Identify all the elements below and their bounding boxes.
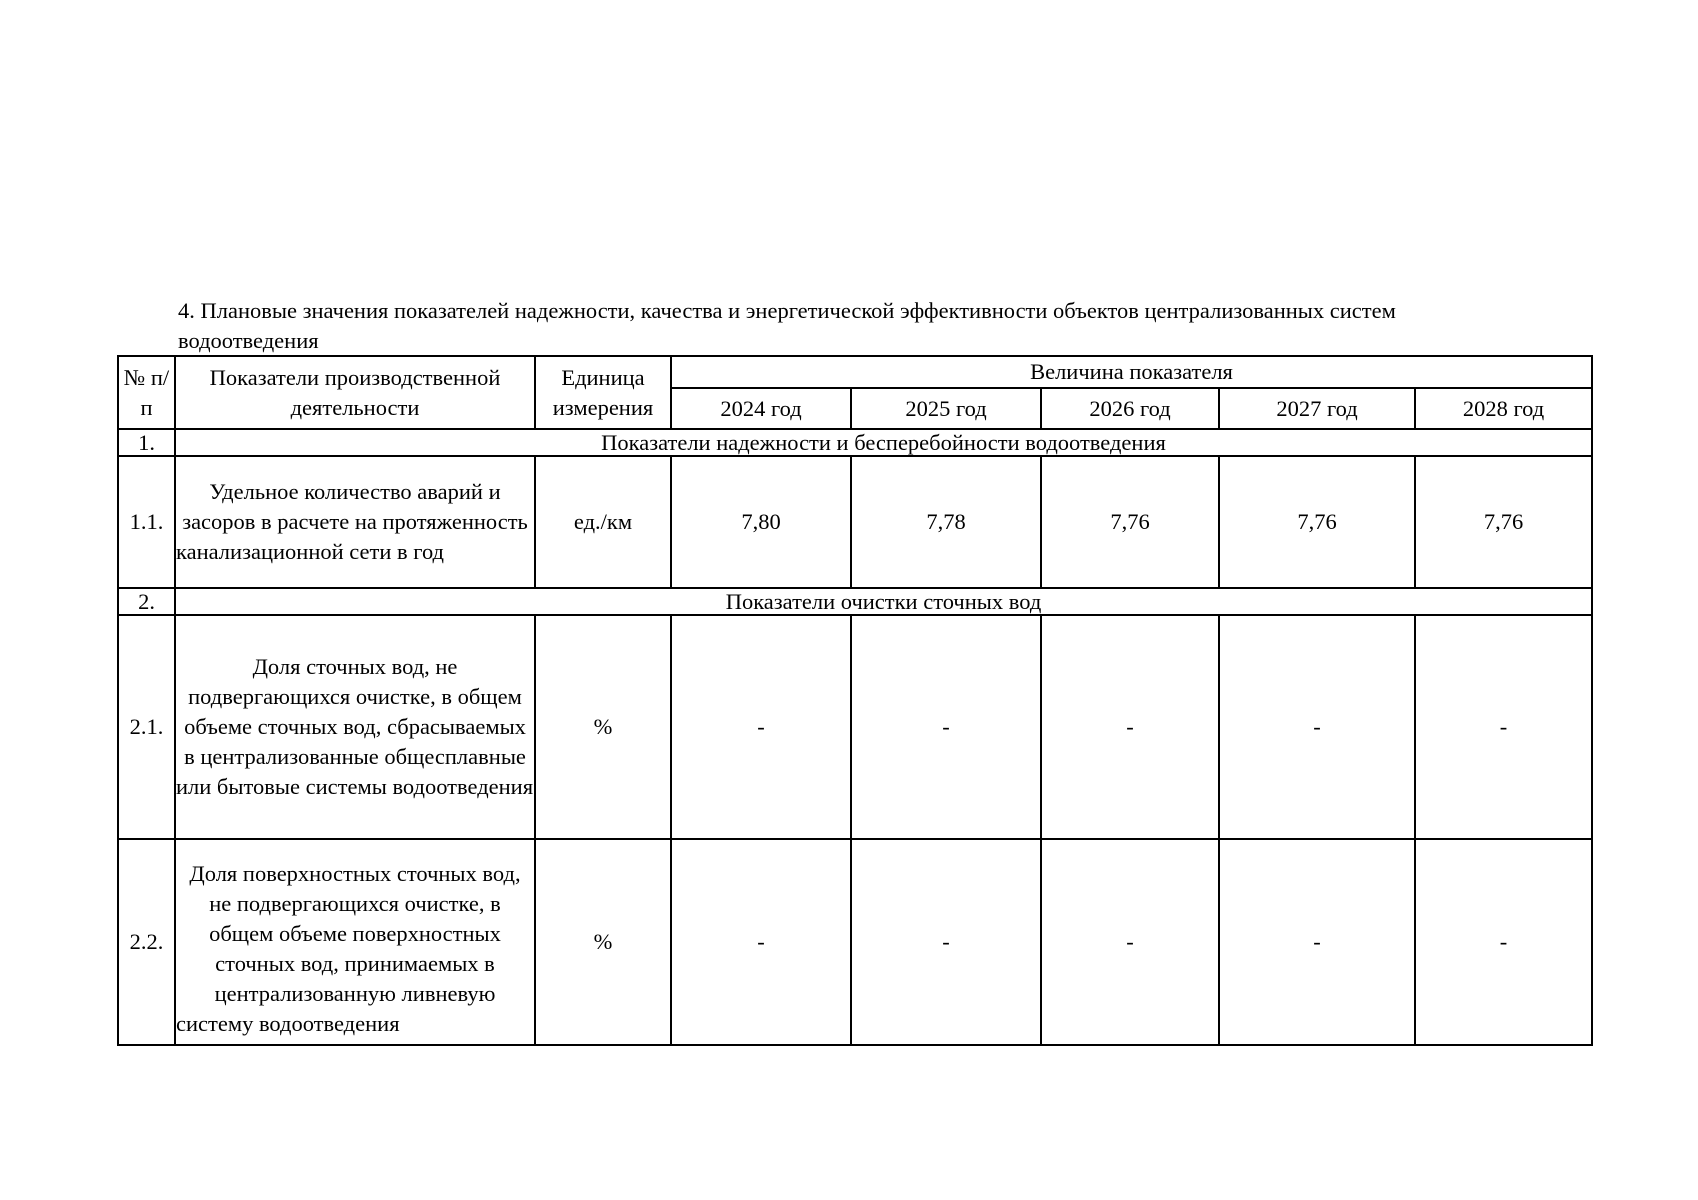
table-row [118,456,1592,588]
header-value-group: Величина показателя [671,356,1592,388]
row-unit: % [535,615,671,839]
row-number: 2.2. [118,839,175,1045]
row-indicator-name: Доля поверхностных сточных вод, не подвергающихся очистке, в общем объеме поверхностных сточных вод, принимаемых в централизованную ливневую систему водоотведения [175,839,535,1045]
header-year: 2027 год [1219,388,1415,429]
row-value: 7,78 [851,456,1041,588]
header-unit: Единица измерения [535,356,671,429]
section-row [118,588,1592,615]
row-value: - [851,839,1041,1045]
section-title: Показатели очистки сточных вод [175,588,1592,615]
row-value: - [1415,615,1592,839]
row-value: - [1041,615,1219,839]
header-year: 2024 год [671,388,851,429]
header-year: 2028 год [1415,388,1592,429]
header-year: 2025 год [851,388,1041,429]
header-number: № п/п [118,356,175,429]
table-row [118,615,1592,839]
row-value: - [1041,839,1219,1045]
row-value: 7,80 [671,456,851,588]
row-number: 1.1. [118,456,175,588]
row-unit: % [535,839,671,1045]
row-value: - [851,615,1041,839]
row-indicator-name: Доля сточных вод, не подвергающихся очистке, в общем объеме сточных вод, сбрасываемых в централизованные общесплавные или бытовые системы водоотведения [175,615,535,839]
row-indicator-name: Удельное количество аварий и засоров в расчете на протяженность канализационной сети в год [175,456,535,588]
section-number: 2. [118,588,175,615]
table-heading: 4. Плановые значения показателей надежности, качества и энергетической эффективности объектов централизованных систем водоотведения [178,298,1396,353]
row-value: 7,76 [1415,456,1592,588]
row-value: - [671,839,851,1045]
row-value: - [1415,839,1592,1045]
row-value: 7,76 [1219,456,1415,588]
row-value: - [671,615,851,839]
row-value: 7,76 [1041,456,1219,588]
section-number: 1. [118,429,175,456]
section-row [118,429,1592,456]
header-indicator: Показатели производственной деятельности [175,356,535,429]
table-row [118,839,1592,1045]
row-number: 2.1. [118,615,175,839]
section-title: Показатели надежности и бесперебойности водоотведения [175,429,1592,456]
header-year: 2026 год [1041,388,1219,429]
row-value: - [1219,615,1415,839]
row-unit: ед./км [535,456,671,588]
header-row [118,356,1592,388]
row-value: - [1219,839,1415,1045]
indicators-table [117,355,1593,1046]
